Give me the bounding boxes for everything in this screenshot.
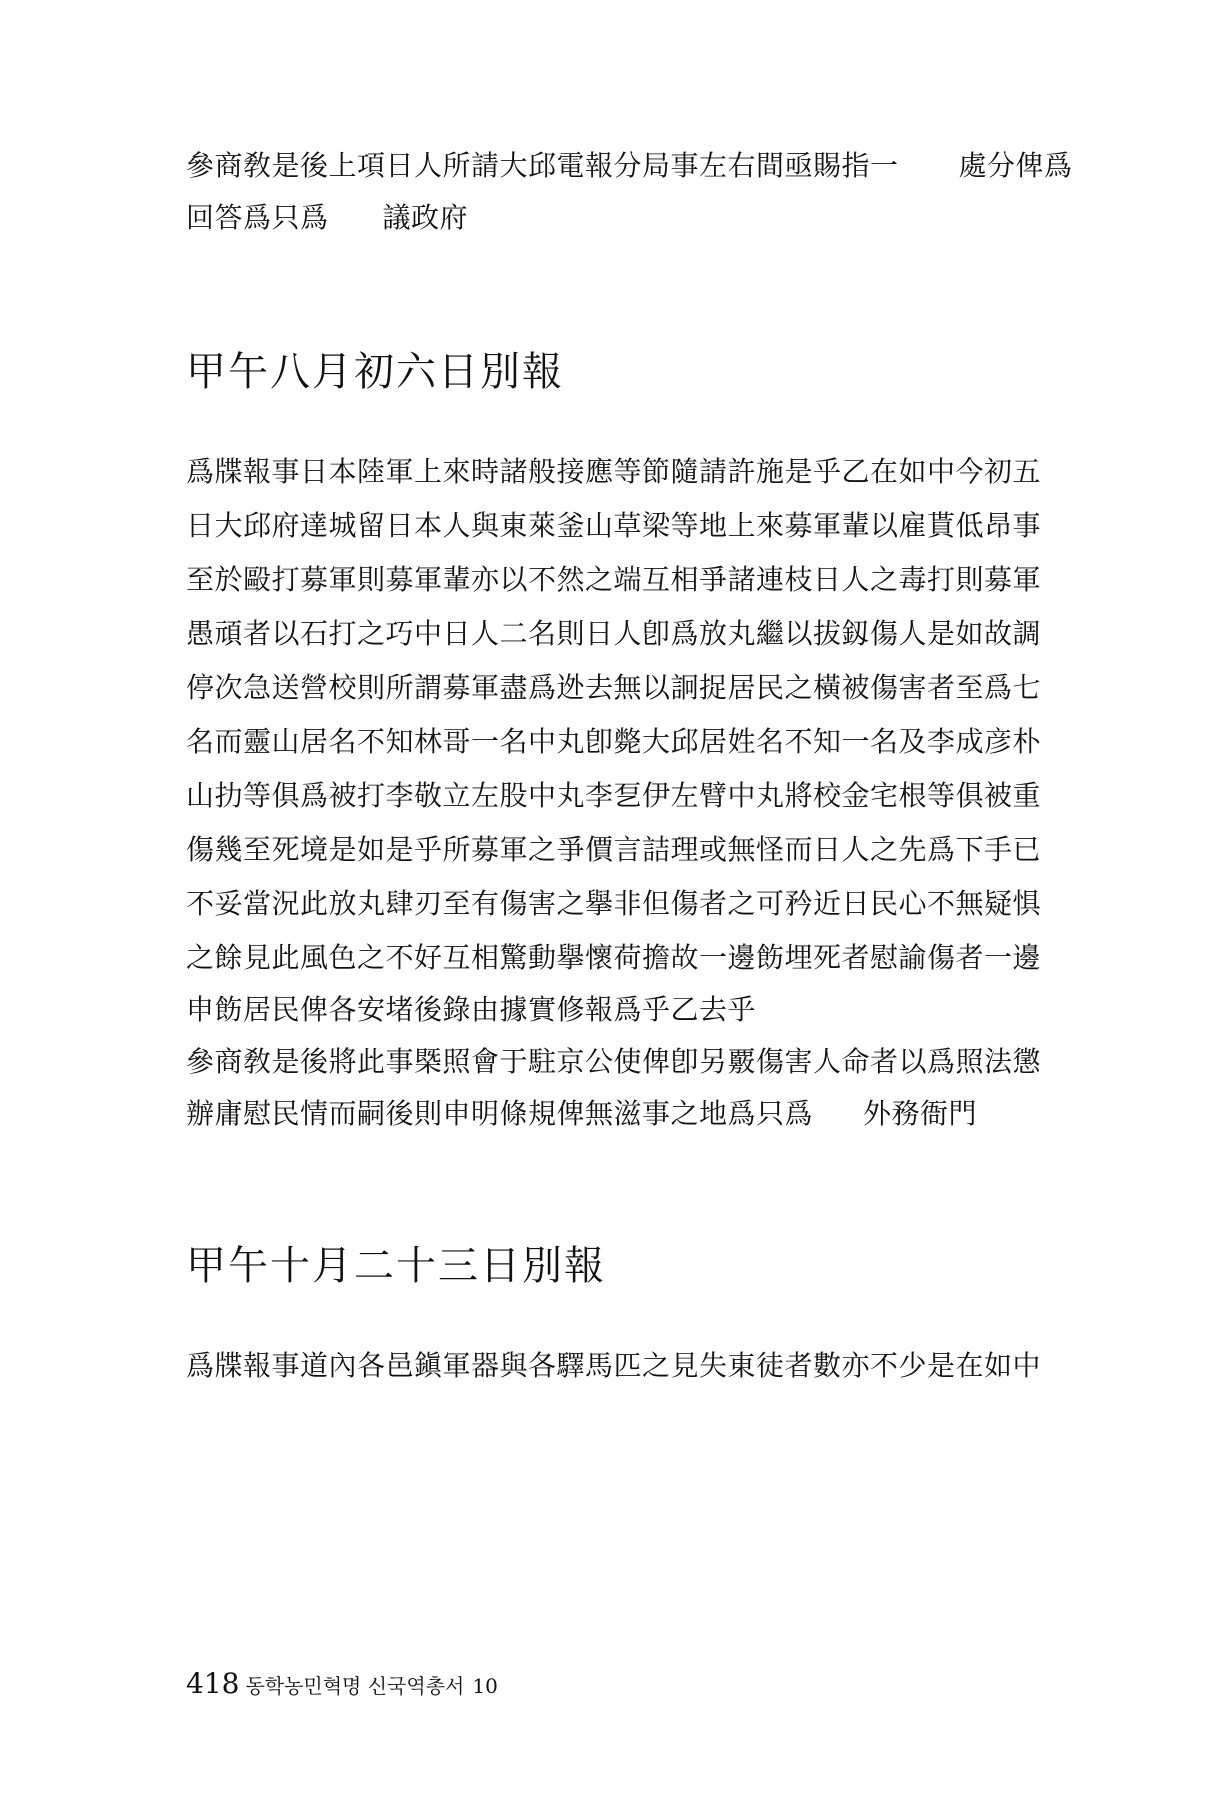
body-line: 名而靈山居名不知林哥一名中丸卽斃大邱居姓名不知一名及李成彦朴 xyxy=(186,725,1042,758)
body-line: 傷幾至死境是如是乎所募軍之爭價言詰理或無怪而日人之先爲下手已 xyxy=(186,833,1042,866)
body-line: 爲牒報事日本陸軍上來時諸般接應等節隨請許施是乎乙在如中今初五 xyxy=(186,455,1042,488)
body-line: 停次急送營校則所謂募軍盡爲迯去無以詗捉居民之橫被傷害者至爲七 xyxy=(186,671,1042,704)
body-text: 辦庸慰民情而嗣後則申明條規俾無滋事之地爲只爲 xyxy=(186,1097,814,1130)
body-line: 不妥當況此放丸肆刃至有傷害之擧非但傷者之可矜近日民心不無疑惧 xyxy=(186,887,1042,920)
signatory: 外務衙門 xyxy=(863,1097,978,1130)
body-line: 爲牒報事道內各邑鎭軍器與各驛馬匹之見失東徒者數亦不少是在如中 xyxy=(186,1349,1042,1382)
volume-number: 10 xyxy=(472,1674,498,1698)
section-heading: 甲午十月二十三日別報 xyxy=(186,1243,606,1289)
body-text: 回答爲只爲 xyxy=(186,201,329,234)
book-title: 동학농민혁명 신국역총서 xyxy=(245,1674,465,1698)
section-heading: 甲午八月初六日別報 xyxy=(186,349,564,395)
body-line xyxy=(186,198,468,238)
body-line: 之餘見此風色之不好互相驚動擧懷荷擔故一邊飭埋死者慰諭傷者一邊 xyxy=(186,941,1042,974)
body-text: 處分俾爲 xyxy=(958,149,1073,182)
body-line: 申飭居民俾各安堵後錄由據實修報爲乎乙去乎 xyxy=(186,993,757,1026)
body-line xyxy=(186,1094,977,1134)
body-line: 愚頑者以石打之巧中日人二名則日人卽爲放丸繼以拔釼傷人是如故調 xyxy=(186,617,1042,650)
body-line xyxy=(186,146,1073,186)
body-line: 山扐等俱爲被打李敬立左股中丸李乭伊左臂中丸將校金宅根等俱被重 xyxy=(186,779,1042,812)
signatory: 議政府 xyxy=(382,201,469,234)
body-line: 至於毆打募軍則募軍輩亦以不然之端互相爭諸連枝日人之毒打則募軍 xyxy=(186,563,1042,596)
body-text: 參商敎是後上項日人所請大邱電報分局事左右間亟賜指一 xyxy=(186,149,899,182)
body-line: 日大邱府達城留日本人與東萊釜山草梁等地上來募軍輩以雇貰低昂事 xyxy=(186,509,1042,542)
page-number: 418 xyxy=(186,1667,240,1700)
body-line: 參商敎是後將此事槩照會于駐京公使俾卽另覈傷害人命者以爲照法懲 xyxy=(186,1045,1042,1078)
page-footer xyxy=(186,1666,498,1704)
